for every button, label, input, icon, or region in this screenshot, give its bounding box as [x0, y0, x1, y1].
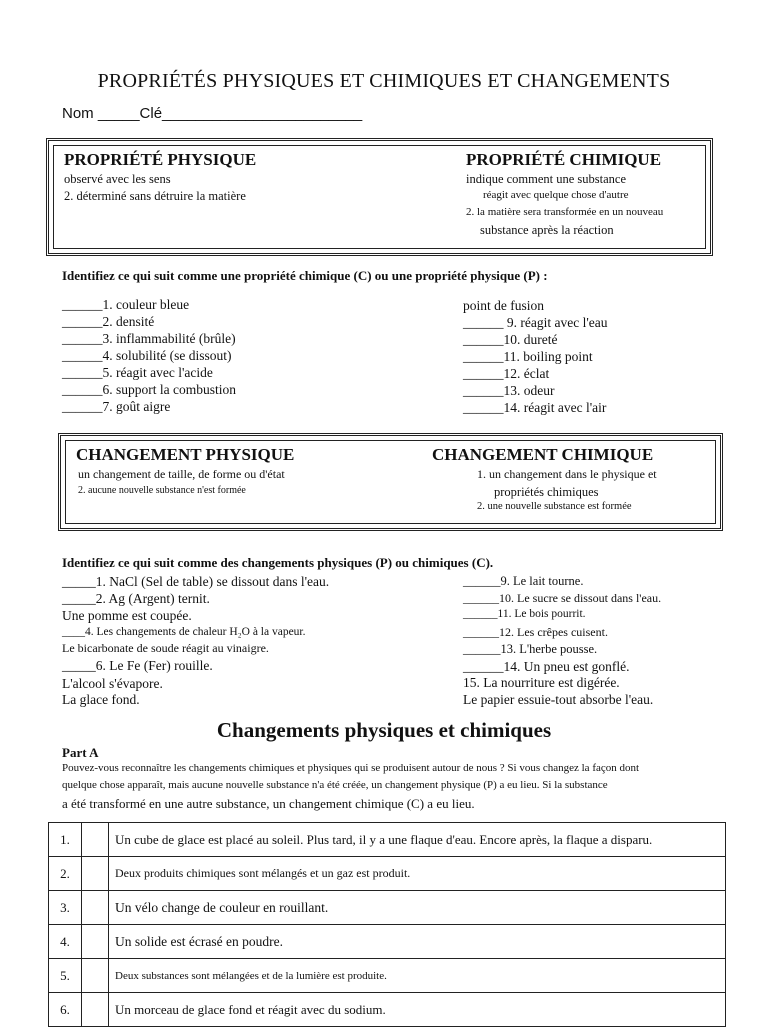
section-title: Changements physiques et chimiques [216, 718, 552, 742]
answer-cell[interactable] [82, 925, 109, 959]
change-item: La glace fond. [62, 692, 140, 707]
change-item: L'alcool s'évapore. [62, 676, 163, 691]
chemical-change-line1: 1. un changement dans le physique et [477, 467, 657, 481]
answer-cell[interactable] [82, 891, 109, 925]
row-number: 4. [49, 925, 82, 959]
answer-cell[interactable] [82, 993, 109, 1027]
physical-change-line1: un changement de taille, de forme ou d'état [78, 467, 285, 481]
table-row [49, 857, 726, 891]
change-item: _____1. NaCl (Sel de table) se dissout dans l'eau. [62, 574, 330, 589]
table-row [49, 993, 726, 1027]
table-row [49, 823, 726, 857]
chemical-property-line1: indique comment une substance [466, 172, 627, 186]
change-item: Le papier essuie-tout absorbe l'eau. [463, 692, 654, 707]
change-item: _____6. Le Fe (Fer) rouille. [62, 658, 213, 673]
chemical-property-heading: PROPRIÉTÉ CHIMIQUE [466, 150, 662, 169]
change-item: ______11. Le bois pourrit. [463, 608, 586, 620]
answer-cell[interactable] [82, 959, 109, 993]
property-item: ______12. éclat [463, 366, 550, 381]
physical-property-heading: PROPRIÉTÉ PHYSIQUE [64, 150, 257, 169]
change-item: ______10. Le sucre se dissout dans l'eau. [463, 591, 662, 605]
property-item: point de fusion [463, 298, 544, 313]
property-item: ______ 9. réagit avec l'eau [463, 315, 608, 330]
property-item: ______5. réagit avec l'acide [62, 365, 213, 380]
page-title: PROPRIÉTÉS PHYSIQUES ET CHIMIQUES ET CHANGEMENTS [97, 70, 671, 92]
change-item: ______12. Les crêpes cuisent. [463, 625, 608, 639]
property-item: ______1. couleur bleue [62, 297, 190, 312]
property-item: ______13. odeur [463, 383, 555, 398]
property-item: ______2. densité [62, 314, 155, 329]
change-item: ______13. L'herbe pousse. [463, 642, 598, 656]
table-row [49, 959, 726, 993]
row-number: 5. [49, 959, 82, 993]
row-number: 1. [49, 823, 82, 857]
property-item: ______6. support la combustion [62, 382, 236, 397]
table-row [49, 891, 726, 925]
statement-cell: Deux produits chimiques sont mélangés et un gaz est produit. [109, 857, 726, 891]
chemical-change-line3: 2. une nouvelle substance est formée [477, 501, 632, 512]
chemical-change-heading: CHANGEMENT CHIMIQUE [432, 445, 654, 464]
chemical-property-line2: réagit avec quelque chose d'autre [483, 189, 629, 201]
physical-change-heading: CHANGEMENT PHYSIQUE [76, 445, 295, 464]
row-number: 6. [49, 993, 82, 1027]
instruction-properties: Identifiez ce qui suit comme une propriété chimique (C) ou une propriété physique (P) : [62, 268, 548, 283]
property-item: ______10. dureté [463, 332, 558, 347]
physical-property-line1: observé avec les sens [64, 172, 171, 186]
physical-change-line2: 2. aucune nouvelle substance n'est formée [78, 485, 246, 496]
row-number: 3. [49, 891, 82, 925]
answer-cell[interactable] [82, 823, 109, 857]
chemical-property-line3: 2. la matière sera transformée en un nouveau [466, 206, 664, 218]
property-item: ______3. inflammabilité (brûle) [62, 331, 236, 346]
row-number: 2. [49, 857, 82, 891]
table-row [49, 925, 726, 959]
property-item: ______14. réagit avec l'air [463, 400, 607, 415]
statement-cell: Un morceau de glace fond et réagit avec du sodium. [109, 993, 726, 1027]
change-item: Une pomme est coupée. [62, 608, 192, 623]
change-item: 15. La nourriture est digérée. [463, 675, 620, 690]
instruction-changes: Identifiez ce qui suit comme des changements physiques (P) ou chimiques (C). [62, 555, 494, 570]
statement-cell: Deux substances sont mélangées et de la lumière est produite. [109, 959, 726, 993]
part-a-paragraph-line2: quelque chose apparaît, mais aucune nouvelle substance n'a été créée, un changement physique (P) a eu lieu. Si la substance [62, 779, 608, 791]
answer-table [48, 822, 726, 1027]
physical-property-line2: 2. déterminé sans détruire la matière [64, 189, 246, 203]
statement-cell: Un solide est écrasé en poudre. [109, 925, 726, 959]
answer-cell[interactable] [82, 857, 109, 891]
property-item: ______11. boiling point [463, 349, 593, 364]
part-a-paragraph-line1: Pouvez-vous reconnaître les changements chimiques et physiques qui se produisent autour de nous ? Si vous changez la façon dont [62, 762, 640, 774]
change-item: ______9. Le lait tourne. [463, 574, 584, 588]
chemical-property-line4: substance après la réaction [480, 223, 614, 237]
change-item: ____4. Les changements de chaleur H₂O à la vapeur. [62, 626, 306, 638]
change-item: Le bicarbonate de soude réagit au vinaigre. [62, 641, 269, 655]
change-item: _____2. Ag (Argent) ternit. [62, 591, 210, 606]
statement-cell: Un cube de glace est placé au soleil. Plus tard, il y a une flaque d'eau. Encore après, la flaque a disparu. [109, 823, 726, 857]
name-line[interactable]: Nom _____Clé________________________ [62, 105, 363, 122]
property-item: ______7. goût aigre [62, 399, 171, 414]
change-item: ______14. Un pneu est gonflé. [463, 659, 630, 674]
chemical-change-line2: propriétés chimiques [494, 485, 599, 499]
statement-cell: Un vélo change de couleur en rouillant. [109, 891, 726, 925]
part-a-paragraph-line3: a été transformé en une autre substance, un changement chimique (C) a eu lieu. [62, 796, 475, 811]
property-item: ______4. solubilité (se dissout) [62, 348, 232, 363]
part-a-label: Part A [62, 745, 99, 760]
